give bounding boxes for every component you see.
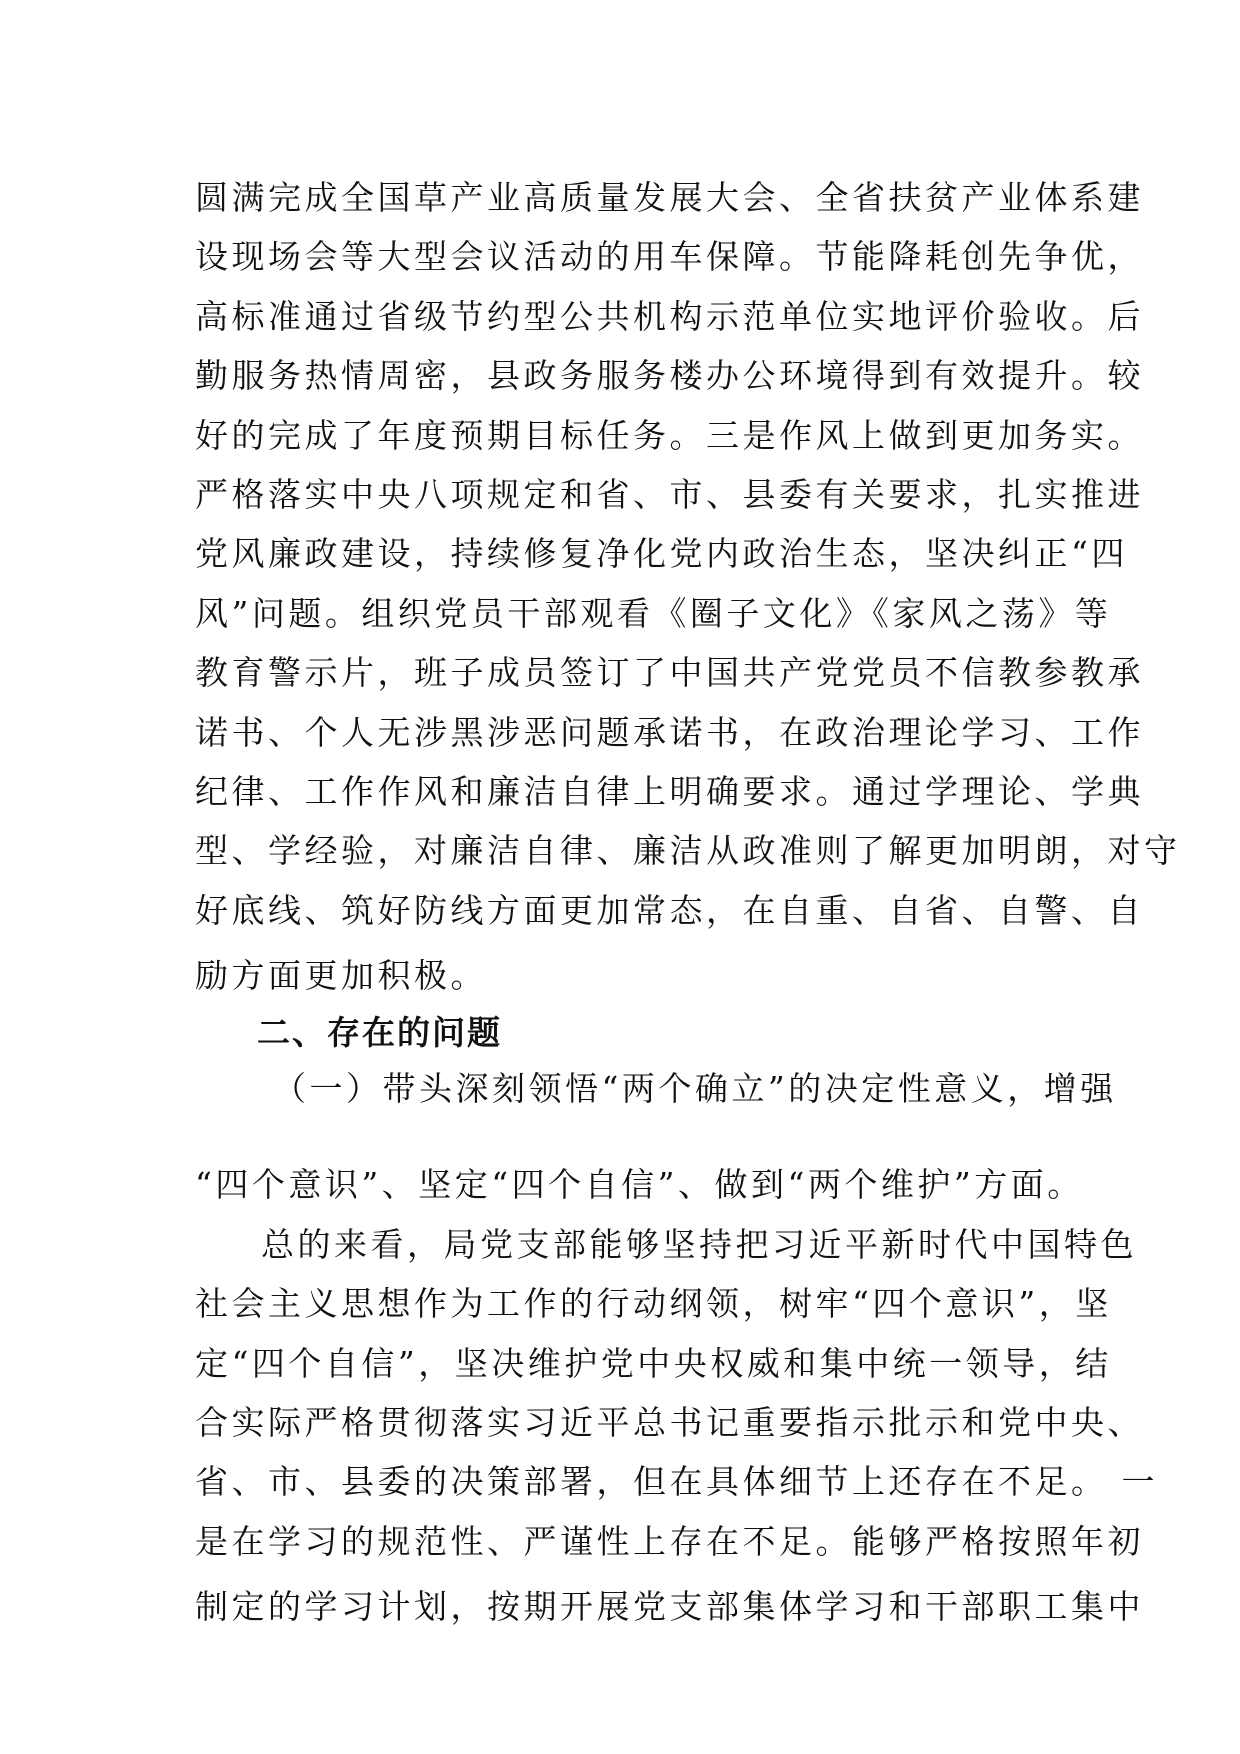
text-line: 纪律、工作作风和廉洁自律上明确要求。通过学理论、学典 (195, 771, 1144, 811)
text-line: 省、市、县委的决策部署，但在具体细节上还存在不足。 一 (195, 1462, 1158, 1502)
text-line: 设现场会等大型会议活动的用车保障。节能降耗创先争优， (195, 237, 1144, 277)
section-heading: 二、存在的问题 (257, 1013, 502, 1053)
text-line: 总的来看，局党支部能够坚持把习近平新时代中国特色 (261, 1224, 1137, 1264)
subheading-line: （一）带头深刻领悟“两个确立”的决定性意义，增强 (273, 1069, 1117, 1109)
subheading-line: “四个意识”、坚定“四个自信”、做到“两个维护”方面。 (195, 1165, 1084, 1205)
text-line: 圆满完成全国草产业高质量发展大会、全省扶贫产业体系建 (195, 178, 1144, 217)
line-spacer (195, 1117, 1050, 1155)
text-line: 好底线、筑好防线方面更加常态，在自重、自省、自警、自 (195, 890, 1144, 930)
text-line: 定“四个自信”，坚决维护党中央权威和集中统一领导，结 (195, 1343, 1112, 1383)
text-line: 勤服务热情周密，县政务服务楼办公环境得到有效提升。较 (195, 356, 1144, 396)
text-line: 励方面更加积极。 (195, 956, 487, 996)
text-line: 党风廉政建设，持续修复净化党内政治生态，坚决纠正“四 (195, 534, 1128, 574)
text-line: 诺书、个人无涉黑涉恶问题承诺书，在政治理论学习、工作 (195, 712, 1144, 752)
text-line: 是在学习的规范性、严谨性上存在不足。能够严格按照年初 (195, 1521, 1144, 1561)
text-line: 制定的学习计划，按期开展党支部集体学习和干部职工集中 (195, 1587, 1144, 1627)
text-line: 好的完成了年度预期目标任务。三是作风上做到更加务实。 (195, 415, 1144, 455)
text-line: 型、学经验，对廉洁自律、廉洁从政准则了解更加明朗，对守 (195, 831, 1181, 871)
text-line: 高标准通过省级节约型公共机构示范单位实地评价验收。后 (195, 296, 1144, 336)
document-body (195, 168, 1181, 1637)
text-line: 社会主义思想作为工作的行动纲领，树牢“四个意识”，坚 (195, 1284, 1112, 1324)
text-line: 合实际严格贯彻落实习近平总书记重要指示批示和党中央、 (195, 1403, 1144, 1443)
text-line: 教育警示片，班子成员签订了中国共产党党员不信教参教承 (195, 653, 1144, 693)
text-line: 严格落实中央八项规定和省、市、县委有关要求，扎实推进 (195, 474, 1144, 514)
text-line: 风”问题。组织党员干部观看《圈子文化》《家风之荡》等 (195, 593, 1112, 633)
